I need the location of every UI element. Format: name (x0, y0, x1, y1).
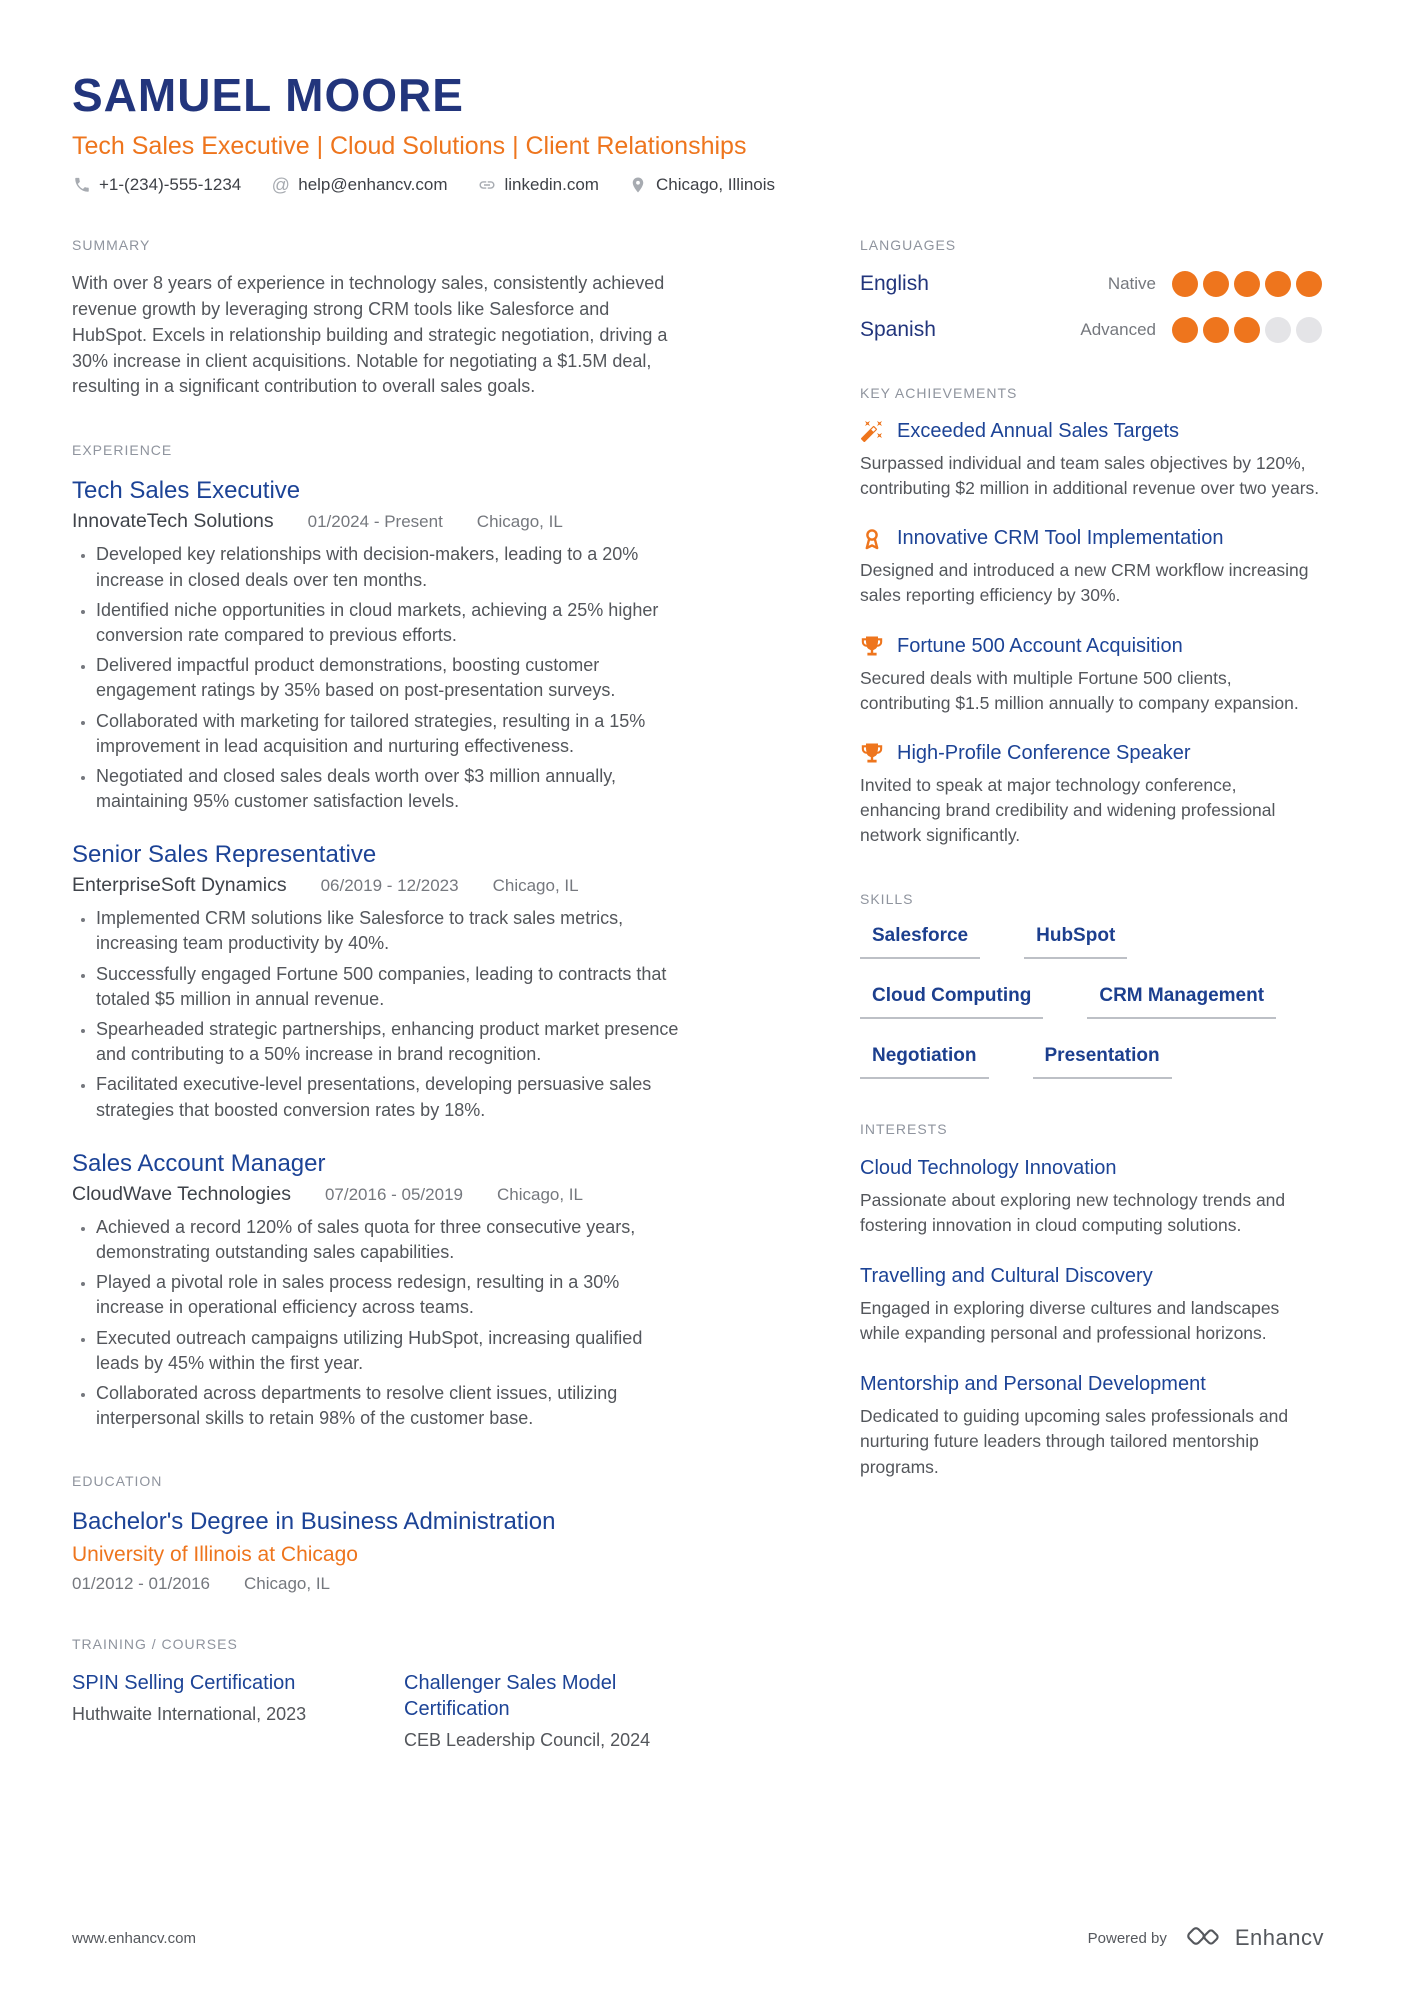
contact-text: +1-(234)-555-1234 (99, 174, 242, 194)
job-meta (72, 510, 684, 533)
left-column (72, 237, 684, 1793)
job-title: Sales Account Manager (72, 1149, 326, 1177)
skills-label: SKILLS (860, 890, 914, 907)
education-location: Chicago, IL (244, 1574, 331, 1594)
language-level-label: Advanced (1080, 319, 1156, 339)
course-entry (404, 1670, 684, 1751)
job-bullet: • Executed outreach campaigns utilizing HubSpot, increasing qualified leads by 45% within the first year. (96, 1326, 684, 1376)
job-bullet: • Identified niche opportunities in cloud markets, achieving a 25% higher conversion rate compared to previous efforts. (96, 598, 684, 648)
experience-entry (72, 840, 684, 1123)
trophy-icon (860, 741, 884, 765)
job-dates: 07/2016 - 05/2019 (324, 1184, 463, 1204)
achievement-title: Innovative CRM Tool Implementation (897, 527, 1224, 550)
achievement-item (860, 419, 1322, 501)
experience-entries (72, 476, 684, 1431)
experience-entry (72, 476, 684, 814)
achievement-title: Fortune 500 Account Acquisition (897, 634, 1183, 657)
job-bullet: • Collaborated across departments to resolve client issues, utilizing interpersonal skills to retain 98% of the customer base. (96, 1381, 684, 1431)
level-dot (1203, 271, 1229, 297)
job-dates: 01/2024 - Present (307, 512, 443, 532)
interest-item (860, 1155, 1322, 1238)
education-label: EDUCATION (72, 1473, 163, 1490)
job-bullet: • Facilitated executive-level presentations, developing persuasive sales strategies that boosted conversion rates by 18%. (96, 1072, 684, 1122)
brand-name: Enhancv (1234, 1925, 1324, 1950)
company-name: InnovateTech Solutions (72, 510, 274, 533)
achievement-item (860, 741, 1322, 849)
resume-header (0, 0, 1410, 195)
skill-tag: Presentation (1033, 1045, 1172, 1079)
skills-section (860, 891, 1322, 1079)
link-icon (477, 175, 496, 194)
achievement-description: Invited to speak at major technology conference, enhancing brand credibility and widening professional network significantly. (860, 774, 1276, 846)
interest-list (860, 1155, 1322, 1480)
interest-description: Dedicated to guiding upcoming sales professionals and nurturing future leaders through tailored mentorship programs. (860, 1406, 1289, 1477)
enhancv-site-link[interactable]: www.enhancv.com (72, 1929, 196, 1947)
job-bullet: • Negotiated and closed sales deals worth over $3 million annually, maintaining 95% customer satisfaction levels. (96, 764, 684, 814)
job-bullet: • Developed key relationships with decision-makers, leading to a 20% increase in closed deals over ten months. (96, 542, 684, 592)
job-bullet: • Successfully engaged Fortune 500 companies, leading to contracts that totaled $5 million in annual revenue. (96, 962, 684, 1012)
achievements-section (860, 385, 1322, 849)
degree-title: Bachelor's Degree in Business Administration (72, 1508, 556, 1536)
resume-body (0, 237, 1410, 1793)
course-entry (72, 1670, 364, 1751)
interest-item (860, 1371, 1322, 1480)
job-meta (72, 1183, 684, 1206)
phone-icon (72, 175, 91, 194)
job-location: Chicago, IL (476, 512, 563, 532)
job-meta (72, 874, 684, 897)
contact-item (72, 175, 241, 195)
contact-text: help@enhancv.com (298, 174, 448, 194)
skill-tag: Salesforce (860, 925, 980, 959)
level-dot (1203, 317, 1229, 343)
job-bullet: • Achieved a record 120% of sales quota for three consecutive years, demonstrating outstanding sales capabilities. (96, 1215, 684, 1265)
language-dots (1172, 271, 1322, 297)
summary-label: SUMMARY (72, 236, 151, 253)
job-title: Tech Sales Executive (72, 477, 301, 505)
interest-title: Travelling and Cultural Discovery (860, 1264, 1153, 1287)
level-dot (1172, 271, 1198, 297)
job-bullet: • Implemented CRM solutions like Salesforce to track sales metrics, increasing team productivity by 40%. (96, 906, 684, 956)
page-footer (72, 1923, 1324, 1953)
job-title: Senior Sales Representative (72, 841, 377, 869)
interests-label: INTERESTS (860, 1120, 948, 1137)
at-icon: @ (271, 174, 290, 195)
medal-icon (860, 527, 884, 551)
contact-text: linkedin.com (504, 174, 599, 194)
company-name: CloudWave Technologies (72, 1182, 291, 1205)
contact-item[interactable] (271, 175, 447, 195)
achievement-header (860, 741, 1322, 766)
level-dot (1234, 271, 1260, 297)
contact-item[interactable] (477, 175, 599, 195)
interest-item (860, 1263, 1322, 1346)
course-organization: Huthwaite International, 2023 (72, 1704, 307, 1725)
language-item (860, 317, 1322, 343)
candidate-name: SAMUEL MOORE (72, 69, 464, 121)
language-proficiency (1080, 317, 1322, 343)
achievements-label: KEY ACHIEVEMENTS (860, 384, 1018, 401)
school-name: University of Illinois at Chicago (72, 1543, 358, 1567)
interest-description: Passionate about exploring new technology trends and fostering innovation in cloud computing solutions. (860, 1189, 1286, 1235)
job-location: Chicago, IL (496, 1184, 583, 1204)
course-list (72, 1670, 684, 1751)
language-level-label: Native (1107, 273, 1156, 293)
interest-title: Cloud Technology Innovation (860, 1156, 1117, 1179)
summary-section (72, 237, 684, 401)
interest-title: Mentorship and Personal Development (860, 1373, 1206, 1396)
level-dot (1296, 317, 1322, 343)
achievement-item (860, 526, 1322, 608)
candidate-headline: Tech Sales Executive | Cloud Solutions | Client Relationships (72, 131, 747, 160)
achievement-description: Surpassed individual and team sales objectives by 120%, contributing $2 million in additional revenue over two years. (860, 452, 1320, 499)
level-dot (1265, 317, 1291, 343)
interests-section (860, 1121, 1322, 1480)
powered-by (1088, 1923, 1324, 1953)
skill-list (860, 925, 1322, 1079)
right-column (860, 237, 1322, 1522)
job-bullet: • Delivered impactful product demonstrations, boosting customer engagement ratings by 35% based on post-presentation surveys. (96, 653, 684, 703)
language-dots (1172, 317, 1322, 343)
language-list (860, 271, 1322, 343)
achievement-description: Secured deals with multiple Fortune 500 clients, contributing $1.5 million annually to company expansion. (860, 667, 1299, 713)
achievement-title: High-Profile Conference Speaker (897, 741, 1191, 764)
level-dot (1265, 271, 1291, 297)
skill-tag: CRM Management (1087, 985, 1276, 1019)
level-dot (1234, 317, 1260, 343)
contact-row (72, 175, 1338, 195)
contact-item (629, 175, 775, 195)
experience-section (72, 442, 684, 1431)
contact-text: Chicago, Illinois (655, 174, 776, 194)
job-bullets (72, 1215, 684, 1432)
achievement-item (860, 634, 1322, 716)
education-section (72, 1473, 684, 1594)
achievement-description: Designed and introduced a new CRM workflow increasing sales reporting efficiency by 30%. (860, 560, 1309, 606)
achievement-header (860, 419, 1322, 444)
powered-by-label: Powered by (1087, 1929, 1167, 1947)
level-dot (1172, 317, 1198, 343)
achievement-list (860, 419, 1322, 849)
job-dates: 06/2019 - 12/2023 (320, 876, 459, 896)
job-bullet: • Collaborated with marketing for tailored strategies, resulting in a 15% improvement in lead acquisition and nurturing effectiveness. (96, 709, 684, 759)
language-name: Spanish (860, 317, 936, 341)
achievement-header (860, 526, 1322, 551)
achievement-title: Exceeded Annual Sales Targets (897, 419, 1180, 442)
experience-entry (72, 1149, 684, 1432)
education-dates: 01/2012 - 01/2016 (72, 1574, 211, 1594)
course-title: SPIN Selling Certification (72, 1672, 296, 1695)
location-icon (629, 175, 648, 194)
job-location: Chicago, IL (492, 876, 579, 896)
trophy-icon (860, 634, 884, 658)
magic-wand-icon (860, 419, 884, 443)
company-name: EnterpriseSoft Dynamics (72, 874, 287, 897)
job-bullet: • Spearheaded strategic partnerships, enhancing product market presence and contributing to a 50% increase in brand recognition. (96, 1017, 684, 1067)
experience-label: EXPERIENCE (72, 442, 173, 459)
job-bullets (72, 542, 684, 814)
language-proficiency (1108, 271, 1322, 297)
skill-tag: Cloud Computing (860, 985, 1043, 1019)
languages-section (860, 237, 1322, 343)
training-label: TRAINING / COURSES (72, 1636, 238, 1653)
interest-description: Engaged in exploring diverse cultures and landscapes while expanding personal and professional horizons. (860, 1297, 1280, 1344)
languages-label: LANGUAGES (860, 236, 957, 253)
language-item (860, 271, 1322, 297)
training-section (72, 1636, 684, 1751)
achievement-header (860, 634, 1322, 659)
level-dot (1296, 271, 1322, 297)
skill-tag: Negotiation (860, 1045, 989, 1079)
course-organization: CEB Leadership Council, 2024 (404, 1730, 651, 1751)
job-bullets (72, 906, 684, 1123)
skill-tag: HubSpot (1024, 925, 1127, 959)
summary-text: With over 8 years of experience in technology sales, consistently achieved revenue growth by leveraging strong CRM tools like Salesforce and HubSpot. Excels in relationship building and strategic negotiation, driving a 30% increase in client acquisitions. Notable for negotiating a $1.5M deal, resulting in a significant contribution to overall sales goals. (72, 272, 668, 397)
job-bullet: • Played a pivotal role in sales process redesign, resulting in a 30% increase in operational efficiency across teams. (96, 1270, 684, 1320)
language-name: English (860, 271, 929, 295)
enhancv-logo-icon (1183, 1923, 1225, 1953)
course-title: Challenger Sales Model Certification (404, 1672, 617, 1721)
